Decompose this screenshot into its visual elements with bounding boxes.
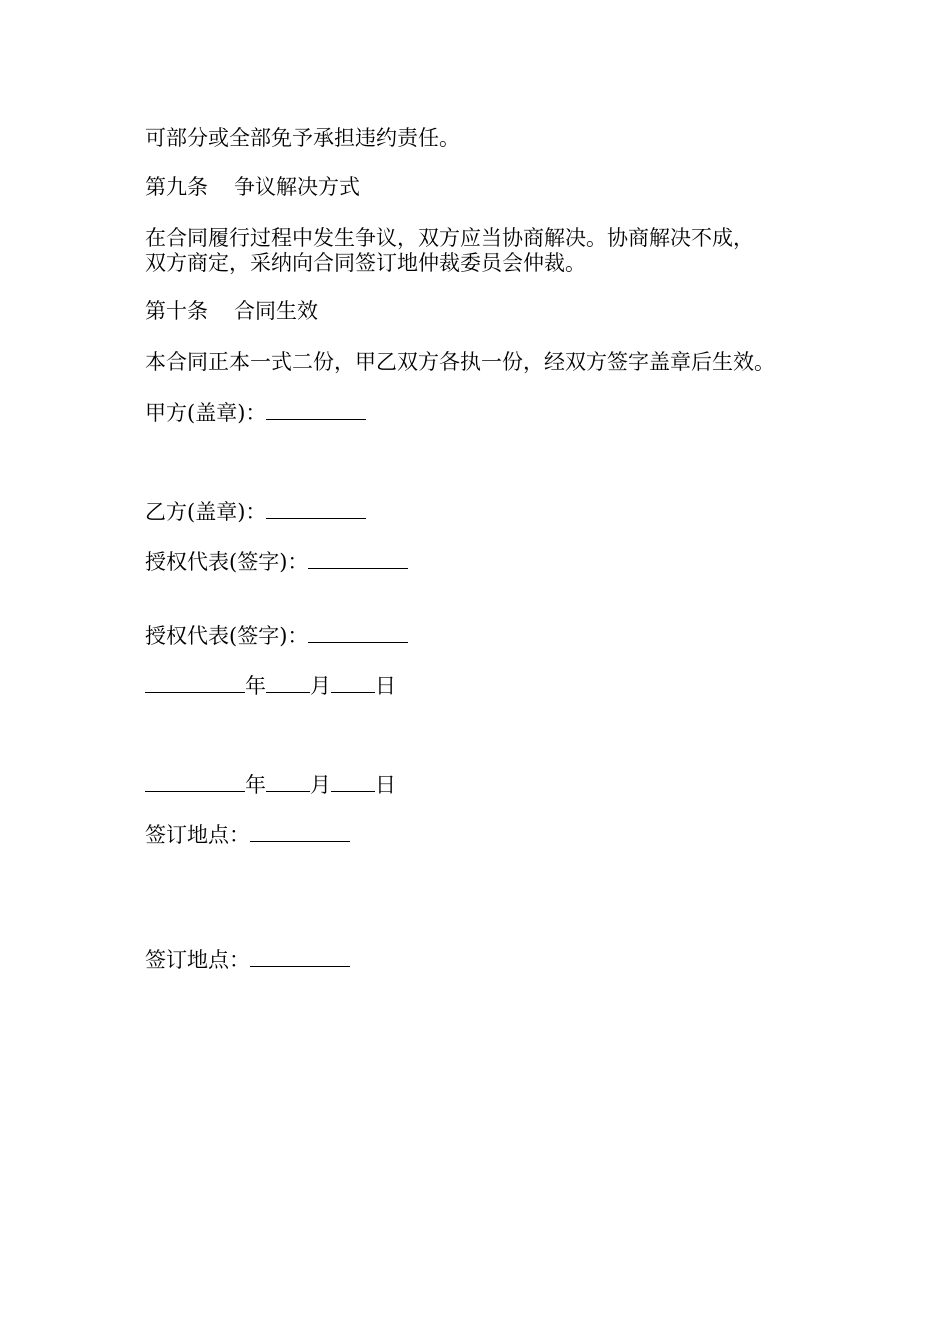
date-day-label-1: 日 — [375, 674, 396, 698]
clause10-heading — [145, 299, 318, 323]
clause9-heading-number: 第九条 — [145, 175, 208, 199]
clause10-body — [145, 350, 775, 374]
clause9-heading-title: 争议解决方式 — [234, 175, 360, 199]
date-year-blank-1[interactable] — [145, 672, 245, 693]
sign-place-label-1: 签订地点： — [145, 823, 250, 847]
rep-sign-blank-2[interactable] — [308, 622, 408, 643]
date-line-2 — [145, 771, 396, 797]
date-year-blank-2[interactable] — [145, 771, 245, 792]
date-day-blank-2[interactable] — [331, 771, 375, 792]
clause9-heading — [145, 175, 360, 199]
date-day-label-2: 日 — [375, 773, 396, 797]
sign-place-blank-2[interactable] — [250, 946, 350, 967]
clause8-tail-text: 可部分或全部免予承担违约责任。 — [145, 126, 460, 150]
party-a-seal-blank[interactable] — [266, 399, 366, 420]
date-line-1 — [145, 672, 396, 698]
date-month-label-2: 月 — [310, 773, 331, 797]
date-year-label-2: 年 — [245, 773, 266, 797]
rep-sign-blank-1[interactable] — [308, 548, 408, 569]
rep-sign-label-2: 授权代表(签字)： — [145, 624, 309, 648]
party-b-seal-blank[interactable] — [266, 498, 366, 519]
clause9-body-line2 — [145, 251, 586, 275]
clause9-body-line1-text: 在合同履行过程中发生争议，双方应当协商解决。协商解决不成， — [145, 226, 754, 250]
party-b-seal-label: 乙方(盖章)： — [145, 500, 267, 524]
party-a-seal-line — [145, 399, 366, 425]
date-month-blank-2[interactable] — [266, 771, 310, 792]
rep-sign-line-1 — [145, 548, 408, 574]
clause9-body-line2-text: 双方商定，采纳向合同签订地仲裁委员会仲裁。 — [145, 251, 586, 275]
clause8-tail — [145, 126, 460, 150]
sign-place-label-2: 签订地点： — [145, 948, 250, 972]
date-day-blank-1[interactable] — [331, 672, 375, 693]
sign-place-blank-1[interactable] — [250, 821, 350, 842]
rep-sign-label-1: 授权代表(签字)： — [145, 550, 309, 574]
clause10-body-text: 本合同正本一式二份，甲乙双方各执一份，经双方签字盖章后生效。 — [145, 350, 775, 374]
clause10-heading-title: 合同生效 — [234, 299, 318, 323]
rep-sign-line-2 — [145, 622, 408, 648]
sign-place-line-2 — [145, 946, 350, 972]
party-b-seal-line — [145, 498, 366, 524]
date-month-label-1: 月 — [310, 674, 331, 698]
sign-place-line-1 — [145, 821, 350, 847]
date-month-blank-1[interactable] — [266, 672, 310, 693]
party-a-seal-label: 甲方(盖章)： — [145, 401, 267, 425]
clause9-body-line1 — [145, 226, 754, 250]
clause10-heading-number: 第十条 — [145, 299, 208, 323]
date-year-label-1: 年 — [245, 674, 266, 698]
